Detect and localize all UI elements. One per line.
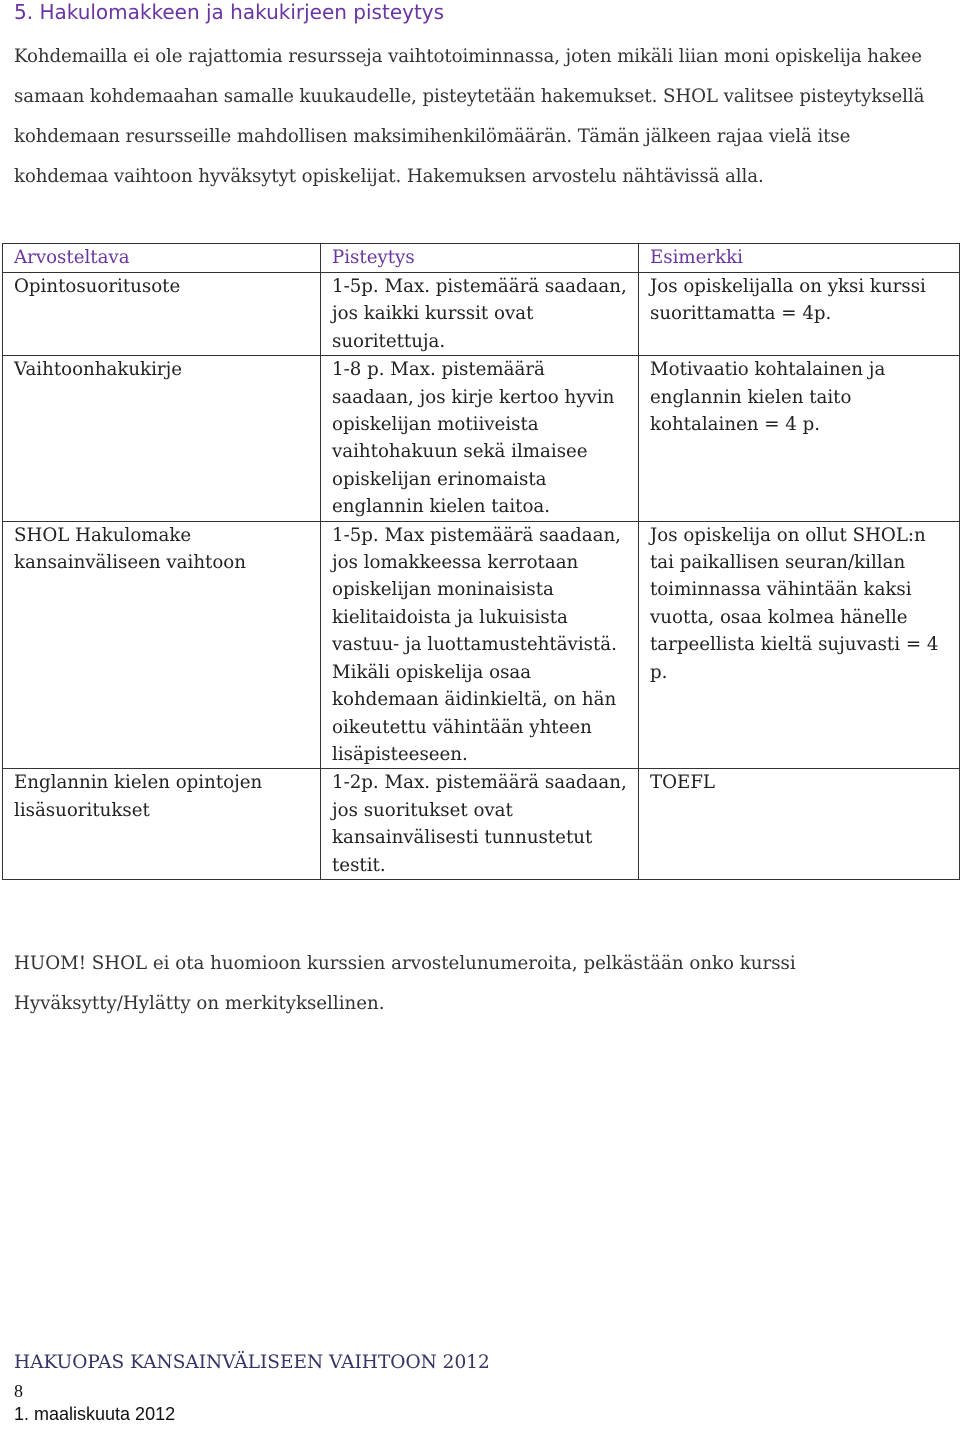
table-row: [3, 521, 960, 769]
cell-item: Vaihtoonhakukirje: [3, 356, 321, 521]
cell-scoring: 1-2p. Max. pistemäärä saadaan, jos suoritukset ovat kansainvälisesti tunnustetut testit.: [321, 769, 639, 880]
section-heading: 5. Hakulomakkeen ja hakukirjeen pisteytys: [14, 0, 445, 24]
cell-item: Opintosuoritusote: [3, 273, 321, 356]
cell-item: Englannin kielen opintojen lisäsuoritukset: [3, 769, 321, 880]
cell-example: Jos opiskelija on ollut SHOL:n tai paikallisen seuran/killan toiminnassa vähintään kaksi vuotta, osaa kolmea hänelle tarpeellista kieltä sujuvasti = 4 p.: [639, 521, 960, 769]
cell-item: SHOL Hakulomake kansainväliseen vaihtoon: [3, 521, 321, 769]
table-row: [3, 769, 960, 880]
cell-example: Motivaatio kohtalainen ja englannin kielen taito kohtalainen = 4 p.: [639, 356, 960, 521]
header-scoring: Pisteytys: [321, 244, 639, 273]
footer-title: HAKUOPAS KANSAINVÄLISEEN VAIHTOON 2012: [14, 1352, 490, 1373]
cell-scoring: 1-8 p. Max. pistemäärä saadaan, jos kirje kertoo hyvin opiskelijan motiiveista vaihtohakuun sekä ilmaisee opiskelijan erinomaista englannin kielen taitoa.: [321, 356, 639, 521]
cell-example: Jos opiskelijalla on yksi kurssi suorittamatta = 4p.: [639, 273, 960, 356]
table-row: [3, 273, 960, 356]
intro-paragraph: Kohdemailla ei ole rajattomia resursseja vaihtotoiminnassa, joten mikäli liian moni opiskelija hakee samaan kohdemaahan samalle kuukaudelle, pisteytetään hakemukset. SHOL valitsee pisteytyksellä kohdemaan resursseille mahdollisen maksimihenkilömäärän. Tämän jälkeen rajaa vielä itse kohdemaa vaihtoon hyväksytyt opiskelijat. Hakemuksen arvostelu nähtävissä alla.: [14, 46, 925, 187]
page-number: 8: [14, 1381, 23, 1401]
footer-date: 1. maaliskuuta 2012: [14, 1404, 176, 1424]
table-header-row: [3, 244, 960, 273]
header-item: Arvosteltava: [3, 244, 321, 273]
cell-scoring: 1-5p. Max pistemäärä saadaan, jos lomakkeessa kerrotaan opiskelijan moninaisista kielitaidoista ja lukuisista vastuu- ja luottamustehtävistä. Mikäli opiskelija osaa kohdemaan äidinkieltä, on hän oikeutettu vähintään yhteen lisäpisteeseen.: [321, 521, 639, 769]
cell-scoring: 1-5p. Max. pistemäärä saadaan, jos kaikki kurssit ovat suoritettuja.: [321, 273, 639, 356]
cell-example: TOEFL: [639, 769, 960, 880]
note-paragraph: HUOM! SHOL ei ota huomioon kurssien arvostelunumeroita, pelkästään onko kurssi Hyväksytty/Hylätty on merkityksellinen.: [14, 953, 796, 1014]
header-example: Esimerkki: [639, 244, 960, 273]
scoring-table: [2, 243, 960, 880]
table-row: [3, 356, 960, 521]
